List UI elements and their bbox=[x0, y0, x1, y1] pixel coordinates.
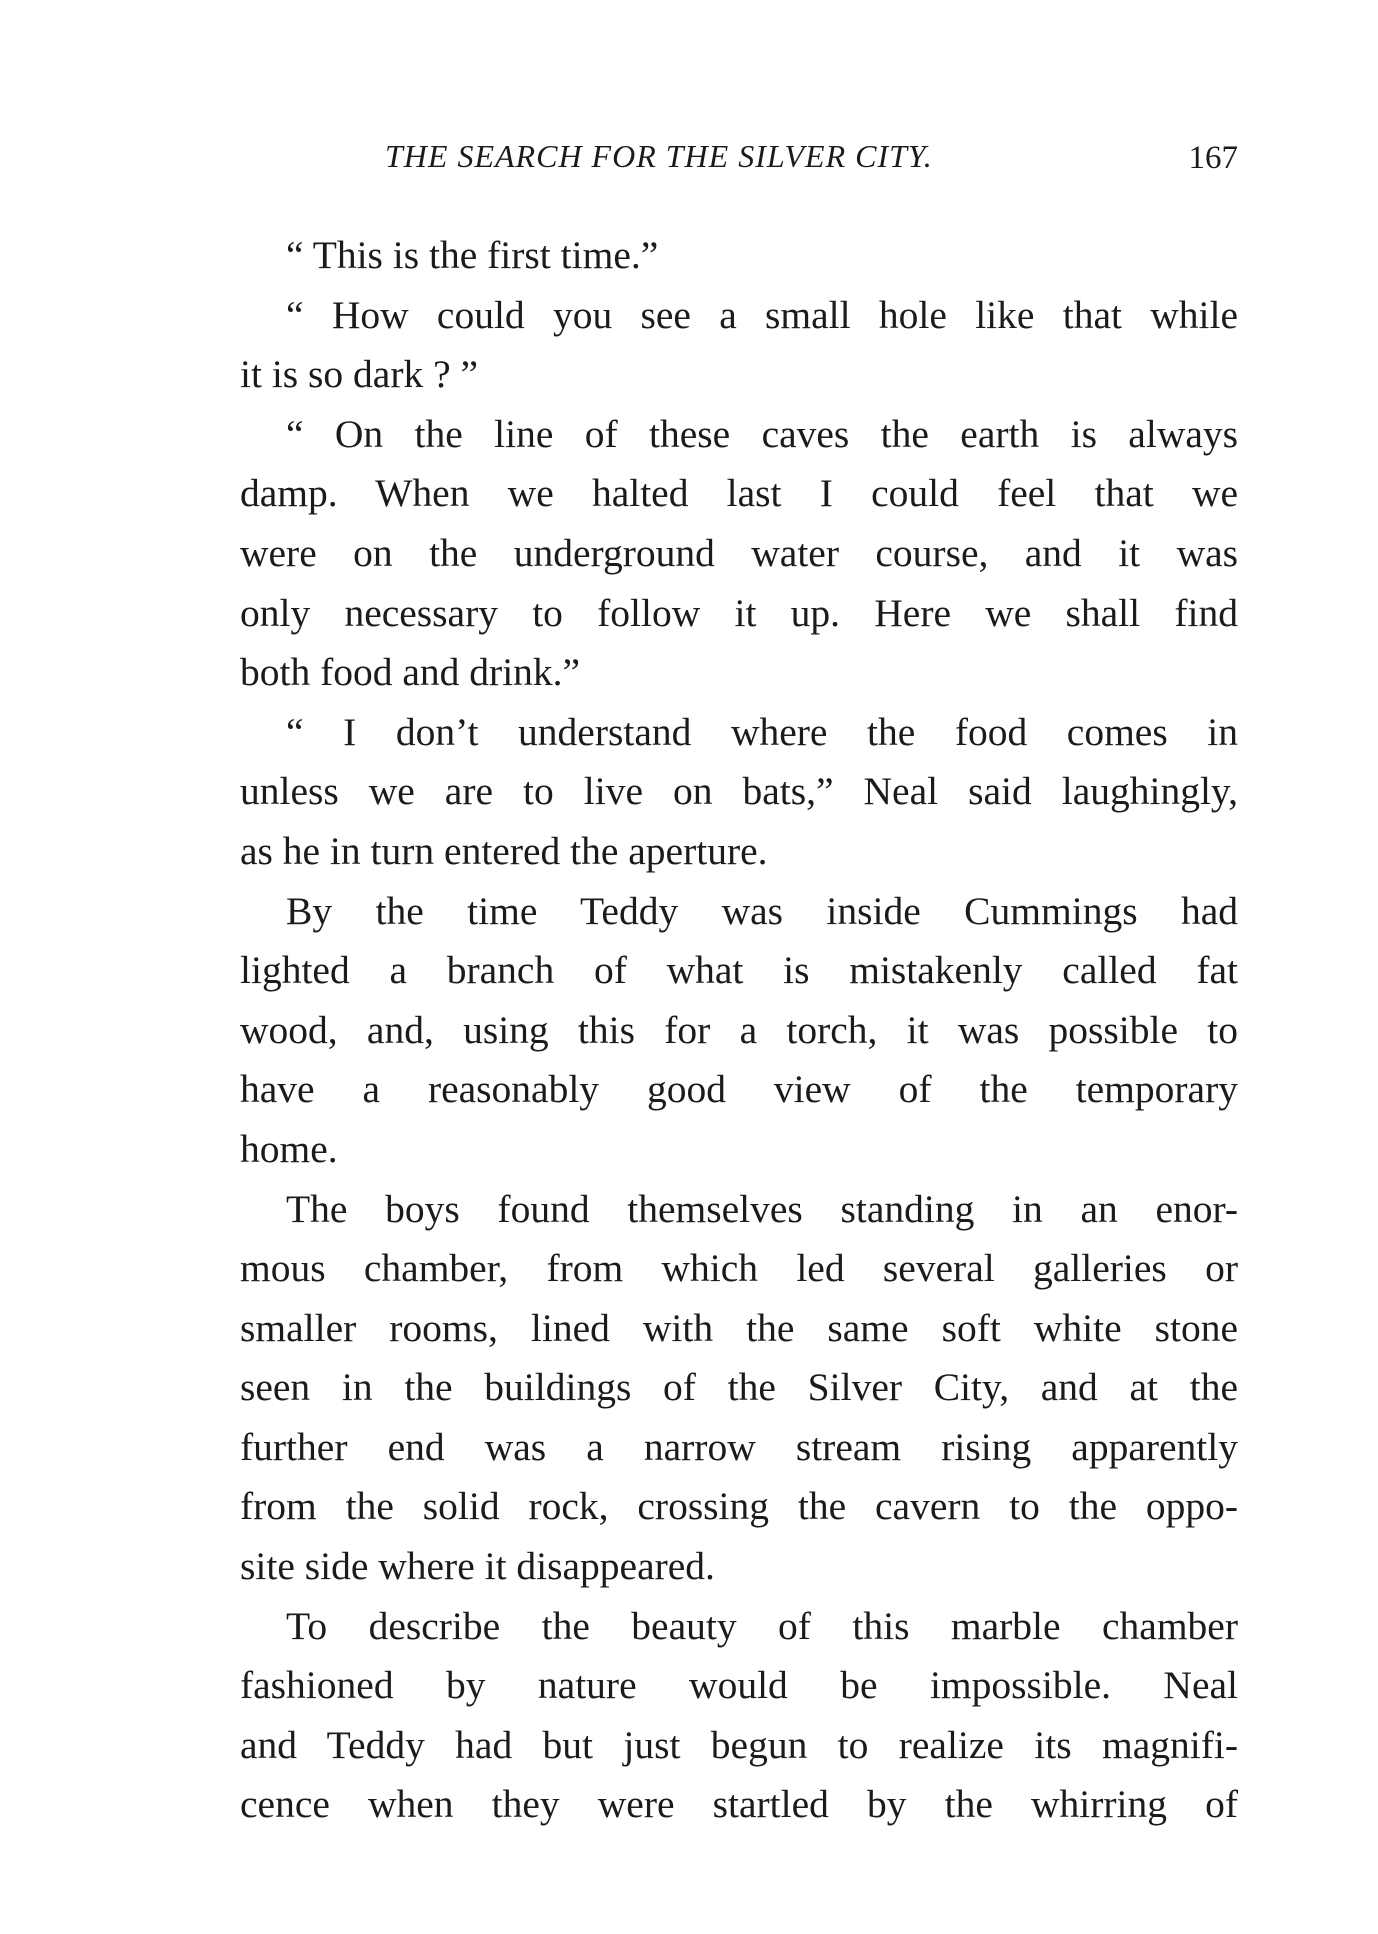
text-line: and Teddy had but just begun to realize its magnifi- bbox=[240, 1722, 1238, 1767]
text-line: “ On the line of these caves the earth is always bbox=[286, 411, 1238, 456]
text-line: home. bbox=[240, 1126, 338, 1171]
text-line: cence when they were startled by the whirring of bbox=[240, 1782, 1238, 1827]
text-line: site side where it disappeared. bbox=[240, 1544, 715, 1589]
paragraph bbox=[240, 226, 1238, 286]
paragraph bbox=[240, 1180, 1238, 1597]
page-number: 167 bbox=[1188, 140, 1238, 176]
text-line: it is so dark ? ” bbox=[240, 352, 479, 397]
text-line: seen in the buildings of the Silver City, and at the bbox=[240, 1365, 1238, 1410]
text-line: damp. When we halted last I could feel that we bbox=[240, 471, 1238, 516]
text-line: wood, and, using this for a torch, it was possible to bbox=[240, 1007, 1238, 1052]
text-line: By the time Teddy was inside Cummings had bbox=[286, 888, 1238, 933]
body-text bbox=[240, 226, 1238, 1835]
paragraph bbox=[240, 405, 1238, 703]
running-title: THE SEARCH FOR THE SILVER CITY. bbox=[385, 138, 933, 174]
text-line: from the solid rock, crossing the cavern to the oppo- bbox=[240, 1484, 1238, 1529]
text-line: as he in turn entered the aperture. bbox=[240, 828, 768, 873]
text-line: were on the underground water course, and it was bbox=[240, 530, 1238, 575]
text-line: further end was a narrow stream rising apparently bbox=[240, 1424, 1238, 1469]
paragraph bbox=[240, 1597, 1238, 1835]
text-line: “ I don’t understand where the food comes in bbox=[286, 709, 1238, 754]
text-line: both food and drink.” bbox=[240, 650, 581, 695]
page-header bbox=[240, 138, 1238, 188]
paragraph bbox=[240, 882, 1238, 1180]
text-line: only necessary to follow it up. Here we shall find bbox=[240, 590, 1238, 635]
text-line: To describe the beauty of this marble chamber bbox=[286, 1603, 1238, 1648]
text-line: fashioned by nature would be impossible. Neal bbox=[240, 1663, 1238, 1708]
text-line: “ How could you see a small hole like that while bbox=[286, 292, 1238, 337]
text-line: unless we are to live on bats,” Neal said laughingly, bbox=[240, 769, 1238, 814]
text-line: have a reasonably good view of the temporary bbox=[240, 1067, 1238, 1112]
paragraph bbox=[240, 703, 1238, 882]
text-line: lighted a branch of what is mistakenly called fat bbox=[240, 948, 1238, 993]
text-line: mous chamber, from which led several galleries or bbox=[240, 1246, 1238, 1291]
text-line: smaller rooms, lined with the same soft white stone bbox=[240, 1305, 1238, 1350]
paragraph bbox=[240, 286, 1238, 405]
text-line: The boys found themselves standing in an enor- bbox=[286, 1186, 1238, 1231]
text-line: “ This is the first time.” bbox=[286, 233, 659, 277]
